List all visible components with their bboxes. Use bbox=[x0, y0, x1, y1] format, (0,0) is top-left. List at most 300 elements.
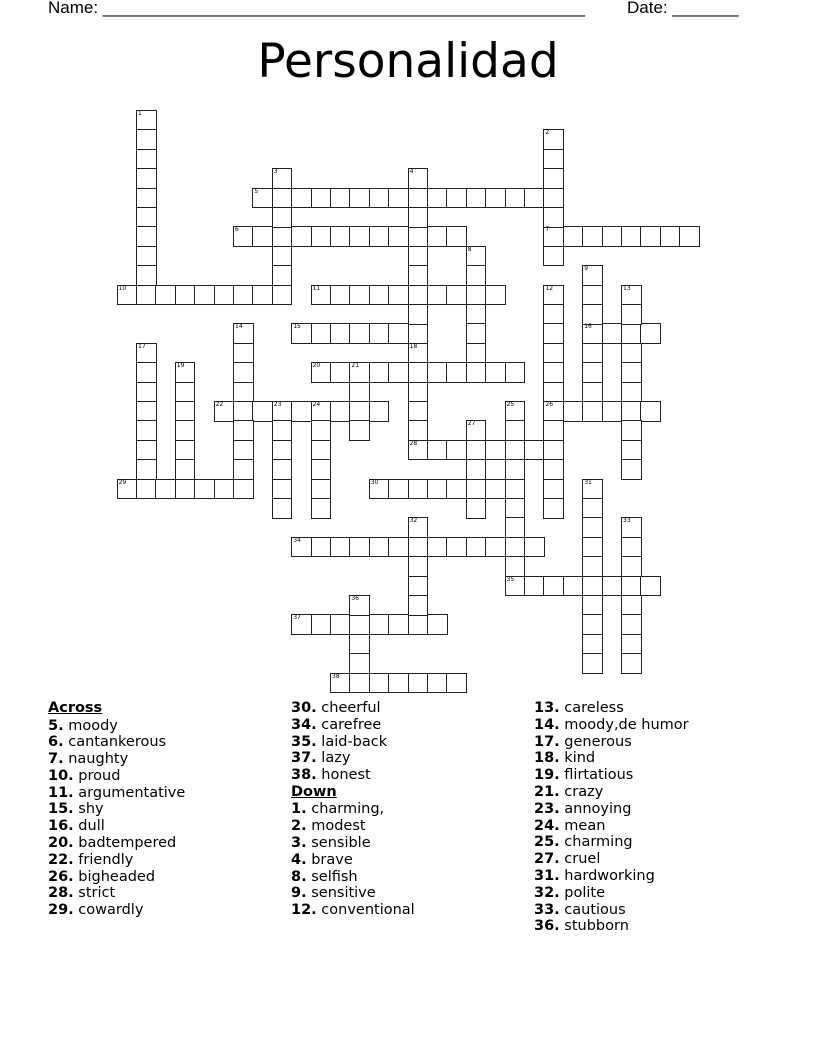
grid-cell[interactable] bbox=[136, 285, 157, 306]
grid-cell[interactable] bbox=[582, 595, 603, 616]
clue-item-number: 28. bbox=[48, 885, 74, 902]
grid-cell[interactable] bbox=[466, 323, 487, 344]
clue-item-number: 29. bbox=[48, 902, 74, 919]
grid-cell[interactable] bbox=[272, 265, 293, 286]
grid-cell[interactable] bbox=[621, 304, 642, 325]
grid-cell[interactable] bbox=[543, 168, 564, 189]
grid-cell[interactable] bbox=[408, 537, 429, 558]
grid-cell[interactable] bbox=[311, 459, 332, 480]
grid-cell[interactable] bbox=[136, 265, 157, 286]
grid-cell[interactable] bbox=[349, 614, 370, 635]
grid-cell[interactable] bbox=[408, 226, 429, 247]
grid-cell[interactable] bbox=[582, 401, 603, 422]
grid-cell[interactable] bbox=[524, 576, 545, 597]
grid-cell[interactable] bbox=[408, 188, 429, 209]
clue-number: 18 bbox=[409, 342, 418, 350]
clue-item-number: 3. bbox=[291, 835, 307, 852]
grid-cell[interactable] bbox=[330, 537, 351, 558]
grid-cell[interactable] bbox=[621, 556, 642, 577]
clue-item-text: crazy bbox=[564, 783, 604, 800]
grid-cell[interactable] bbox=[427, 673, 448, 694]
grid-cell[interactable] bbox=[388, 362, 409, 383]
down-heading: Down bbox=[291, 783, 337, 800]
grid-cell[interactable] bbox=[543, 576, 564, 597]
grid-cell[interactable] bbox=[349, 226, 370, 247]
clue-item-number: 13. bbox=[534, 700, 560, 716]
clue-item-text: sensible bbox=[311, 835, 371, 852]
grid-cell[interactable] bbox=[543, 246, 564, 267]
grid-cell[interactable] bbox=[369, 285, 390, 306]
grid-cell[interactable] bbox=[524, 188, 545, 209]
clue-item-number: 8. bbox=[291, 868, 307, 885]
grid-cell[interactable] bbox=[602, 576, 623, 597]
grid-cell[interactable] bbox=[446, 537, 467, 558]
grid-cell[interactable] bbox=[446, 479, 467, 500]
grid-cell[interactable] bbox=[136, 420, 157, 441]
grid-cell[interactable] bbox=[272, 479, 293, 500]
grid-cell[interactable] bbox=[563, 401, 584, 422]
grid-cell[interactable] bbox=[408, 304, 429, 325]
grid-cell[interactable] bbox=[388, 479, 409, 500]
grid-cell[interactable] bbox=[408, 479, 429, 500]
clue-item bbox=[48, 718, 185, 735]
grid-cell[interactable] bbox=[466, 479, 487, 500]
date-field-label: Date: _______ bbox=[627, 0, 739, 17]
grid-cell[interactable] bbox=[330, 362, 351, 383]
clue-item bbox=[291, 835, 415, 852]
grid-cell[interactable] bbox=[505, 479, 526, 500]
grid-cell[interactable] bbox=[679, 226, 700, 247]
grid-cell[interactable] bbox=[621, 401, 642, 422]
clue-item-text: cheerful bbox=[321, 700, 381, 716]
grid-cell[interactable] bbox=[388, 188, 409, 209]
clue-item bbox=[48, 902, 185, 919]
grid-cell[interactable] bbox=[272, 207, 293, 228]
grid-cell[interactable] bbox=[408, 576, 429, 597]
grid-cell[interactable] bbox=[466, 343, 487, 364]
grid-cell[interactable] bbox=[272, 285, 293, 306]
grid-cell[interactable] bbox=[582, 304, 603, 325]
grid-cell[interactable] bbox=[621, 595, 642, 616]
grid-cell[interactable] bbox=[214, 285, 235, 306]
clue-item-number: 16. bbox=[48, 818, 74, 835]
grid-cell[interactable] bbox=[330, 188, 351, 209]
clue-item bbox=[48, 869, 185, 886]
grid-cell[interactable] bbox=[505, 517, 526, 538]
grid-cell[interactable] bbox=[272, 440, 293, 461]
clue-item bbox=[534, 868, 689, 885]
grid-cell[interactable] bbox=[311, 188, 332, 209]
grid-cell[interactable] bbox=[136, 382, 157, 403]
grid-cell[interactable] bbox=[233, 459, 254, 480]
grid-cell[interactable] bbox=[272, 246, 293, 267]
grid-cell[interactable] bbox=[155, 285, 176, 306]
grid-cell[interactable] bbox=[621, 614, 642, 635]
grid-cell[interactable] bbox=[233, 440, 254, 461]
grid-cell[interactable] bbox=[311, 498, 332, 519]
clue-item-number: 35. bbox=[291, 733, 317, 750]
grid-cell[interactable] bbox=[582, 226, 603, 247]
clue-item-text: carefree bbox=[321, 716, 382, 733]
grid-cell[interactable] bbox=[408, 285, 429, 306]
grid-cell[interactable] bbox=[349, 401, 370, 422]
grid-cell[interactable] bbox=[505, 537, 526, 558]
grid-cell[interactable] bbox=[272, 420, 293, 441]
grid-cell[interactable] bbox=[330, 226, 351, 247]
grid-cell[interactable] bbox=[582, 382, 603, 403]
grid-cell[interactable] bbox=[349, 653, 370, 674]
grid-cell[interactable] bbox=[252, 401, 273, 422]
grid-cell[interactable] bbox=[582, 634, 603, 655]
grid-cell[interactable] bbox=[466, 537, 487, 558]
clue-item-text: kind bbox=[564, 750, 596, 767]
grid-cell[interactable] bbox=[427, 614, 448, 635]
grid-cell[interactable] bbox=[214, 479, 235, 500]
grid-cell[interactable] bbox=[408, 382, 429, 403]
grid-cell[interactable] bbox=[543, 323, 564, 344]
clue-item bbox=[48, 885, 185, 902]
grid-cell[interactable] bbox=[369, 323, 390, 344]
grid-cell[interactable] bbox=[291, 226, 312, 247]
grid-cell[interactable] bbox=[543, 498, 564, 519]
clue-item-text: moody,de humor bbox=[564, 716, 689, 733]
grid-cell[interactable] bbox=[446, 440, 467, 461]
grid-cell[interactable] bbox=[621, 343, 642, 364]
grid-cell[interactable] bbox=[194, 285, 215, 306]
clue-item-text: cruel bbox=[564, 851, 601, 868]
grid-cell[interactable] bbox=[311, 440, 332, 461]
grid-cell[interactable] bbox=[233, 285, 254, 306]
grid-cell[interactable] bbox=[543, 304, 564, 325]
grid-cell[interactable] bbox=[602, 323, 623, 344]
clue-number: 17 bbox=[138, 342, 146, 350]
grid-cell[interactable] bbox=[272, 226, 293, 247]
grid-cell[interactable] bbox=[349, 537, 370, 558]
grid-cell[interactable] bbox=[427, 285, 448, 306]
grid-cell[interactable] bbox=[582, 556, 603, 577]
grid-cell[interactable] bbox=[136, 168, 157, 189]
clue-number: 34 bbox=[293, 536, 301, 544]
grid-cell[interactable] bbox=[621, 653, 642, 674]
grid-cell[interactable] bbox=[427, 537, 448, 558]
grid-cell[interactable] bbox=[466, 285, 487, 306]
grid-cell[interactable] bbox=[408, 246, 429, 267]
grid-cell[interactable] bbox=[369, 401, 390, 422]
grid-cell[interactable] bbox=[408, 595, 429, 616]
grid-cell[interactable] bbox=[136, 246, 157, 267]
page-title: Personalidad bbox=[257, 34, 559, 89]
clue-item-number: 32. bbox=[534, 884, 560, 901]
grid-cell[interactable] bbox=[175, 440, 196, 461]
grid-cell[interactable] bbox=[388, 323, 409, 344]
grid-cell[interactable] bbox=[311, 420, 332, 441]
grid-cell[interactable] bbox=[388, 226, 409, 247]
clue-number: 23 bbox=[273, 401, 282, 408]
grid-cell[interactable] bbox=[252, 226, 273, 247]
grid-cell[interactable] bbox=[640, 401, 661, 422]
grid-cell[interactable] bbox=[369, 537, 390, 558]
grid-cell[interactable] bbox=[621, 420, 642, 441]
clue-number: 9 bbox=[584, 265, 589, 273]
grid-cell[interactable] bbox=[427, 362, 448, 383]
grid-cell[interactable] bbox=[233, 479, 254, 500]
grid-cell[interactable] bbox=[640, 226, 661, 247]
clue-number: 33 bbox=[623, 517, 631, 525]
grid-cell[interactable] bbox=[466, 440, 487, 461]
grid-cell[interactable] bbox=[330, 323, 351, 344]
clue-item-text: charming bbox=[564, 834, 633, 851]
grid-cell[interactable] bbox=[155, 479, 176, 500]
grid-cell[interactable] bbox=[621, 576, 642, 597]
grid-cell[interactable] bbox=[136, 479, 157, 500]
grid-cell[interactable] bbox=[524, 537, 545, 558]
clue-item bbox=[534, 784, 689, 801]
grid-cell[interactable] bbox=[582, 362, 603, 383]
grid-cell[interactable] bbox=[485, 362, 506, 383]
clue-item-number: 21. bbox=[534, 783, 560, 800]
grid-cell[interactable] bbox=[311, 323, 332, 344]
grid-cell[interactable] bbox=[563, 226, 584, 247]
grid-cell[interactable] bbox=[640, 576, 661, 597]
clue-number: 8 bbox=[467, 245, 472, 253]
clue-item bbox=[48, 852, 185, 869]
grid-cell[interactable] bbox=[388, 614, 409, 635]
grid-cell[interactable] bbox=[543, 479, 564, 500]
grid-cell[interactable] bbox=[485, 440, 506, 461]
clue-item-text: strict bbox=[78, 885, 116, 902]
grid-cell[interactable] bbox=[252, 285, 273, 306]
grid-cell[interactable] bbox=[311, 479, 332, 500]
clue-column-2 bbox=[291, 700, 415, 919]
grid-cell[interactable] bbox=[136, 129, 157, 150]
grid-cell[interactable] bbox=[330, 285, 351, 306]
grid-cell[interactable] bbox=[582, 343, 603, 364]
grid-cell[interactable] bbox=[621, 382, 642, 403]
clue-item-text: honest bbox=[321, 767, 371, 784]
grid-cell[interactable] bbox=[349, 420, 370, 441]
grid-cell[interactable] bbox=[446, 285, 467, 306]
grid-cell[interactable] bbox=[543, 149, 564, 170]
grid-cell[interactable] bbox=[408, 401, 429, 422]
grid-cell[interactable] bbox=[466, 188, 487, 209]
grid-cell[interactable] bbox=[427, 440, 448, 461]
clue-item-number: 37. bbox=[291, 750, 317, 767]
grid-cell[interactable] bbox=[505, 362, 526, 383]
grid-cell[interactable] bbox=[175, 459, 196, 480]
grid-cell[interactable] bbox=[446, 226, 467, 247]
grid-cell[interactable] bbox=[543, 459, 564, 480]
grid-cell[interactable] bbox=[621, 634, 642, 655]
grid-cell[interactable] bbox=[621, 226, 642, 247]
grid-cell[interactable] bbox=[505, 188, 526, 209]
grid-cell[interactable] bbox=[582, 285, 603, 306]
grid-cell[interactable] bbox=[408, 420, 429, 441]
grid-cell[interactable] bbox=[369, 226, 390, 247]
grid-cell[interactable] bbox=[466, 498, 487, 519]
clue-item bbox=[534, 818, 689, 835]
grid-cell[interactable] bbox=[582, 537, 603, 558]
grid-cell[interactable] bbox=[466, 265, 487, 286]
grid-cell[interactable] bbox=[369, 362, 390, 383]
grid-cell[interactable] bbox=[175, 382, 196, 403]
grid-cell[interactable] bbox=[175, 285, 196, 306]
clue-item bbox=[48, 818, 185, 835]
grid-cell[interactable] bbox=[505, 498, 526, 519]
grid-cell[interactable] bbox=[621, 440, 642, 461]
grid-cell[interactable] bbox=[233, 382, 254, 403]
grid-cell[interactable] bbox=[640, 323, 661, 344]
clue-item bbox=[534, 717, 689, 734]
grid-cell[interactable] bbox=[136, 401, 157, 422]
grid-cell[interactable] bbox=[369, 673, 390, 694]
grid-cell[interactable] bbox=[349, 634, 370, 655]
clue-item bbox=[534, 918, 689, 935]
grid-cell[interactable] bbox=[427, 226, 448, 247]
grid-cell[interactable] bbox=[427, 188, 448, 209]
grid-cell[interactable] bbox=[621, 362, 642, 383]
grid-cell[interactable] bbox=[446, 362, 467, 383]
grid-cell[interactable] bbox=[136, 459, 157, 480]
grid-cell[interactable] bbox=[466, 362, 487, 383]
grid-cell[interactable] bbox=[330, 401, 351, 422]
grid-cell[interactable] bbox=[505, 459, 526, 480]
clue-item-number: 24. bbox=[534, 817, 560, 834]
clue-number: 6 bbox=[235, 226, 239, 234]
grid-cell[interactable] bbox=[349, 285, 370, 306]
grid-cell[interactable] bbox=[233, 343, 254, 364]
grid-cell[interactable] bbox=[349, 188, 370, 209]
grid-cell[interactable] bbox=[349, 673, 370, 694]
grid-cell[interactable] bbox=[505, 556, 526, 577]
grid-cell[interactable] bbox=[369, 614, 390, 635]
grid-cell[interactable] bbox=[388, 537, 409, 558]
grid-cell[interactable] bbox=[446, 673, 467, 694]
grid-cell[interactable] bbox=[349, 323, 370, 344]
grid-cell[interactable] bbox=[408, 673, 429, 694]
grid-cell[interactable] bbox=[660, 226, 681, 247]
grid-cell[interactable] bbox=[408, 614, 429, 635]
grid-cell[interactable] bbox=[466, 459, 487, 480]
grid-cell[interactable] bbox=[427, 479, 448, 500]
clue-item-number: 19. bbox=[534, 767, 560, 784]
grid-cell[interactable] bbox=[505, 420, 526, 441]
grid-cell[interactable] bbox=[543, 362, 564, 383]
grid-cell[interactable] bbox=[194, 479, 215, 500]
grid-cell[interactable] bbox=[136, 188, 157, 209]
grid-cell[interactable] bbox=[272, 188, 293, 209]
grid-cell[interactable] bbox=[408, 556, 429, 577]
clue-item-text: bigheaded bbox=[78, 868, 156, 885]
grid-cell[interactable] bbox=[446, 188, 467, 209]
grid-cell[interactable] bbox=[233, 420, 254, 441]
grid-cell[interactable] bbox=[136, 226, 157, 247]
grid-cell[interactable] bbox=[408, 207, 429, 228]
grid-cell[interactable] bbox=[136, 149, 157, 170]
clue-item-number: 6. bbox=[48, 734, 64, 751]
grid-cell[interactable] bbox=[543, 382, 564, 403]
clue-number: 3 bbox=[273, 168, 278, 176]
grid-cell[interactable] bbox=[563, 576, 584, 597]
grid-cell[interactable] bbox=[485, 285, 506, 306]
grid-cell[interactable] bbox=[175, 401, 196, 422]
grid-cell[interactable] bbox=[524, 440, 545, 461]
grid-cell[interactable] bbox=[136, 207, 157, 228]
grid-cell[interactable] bbox=[602, 401, 623, 422]
grid-cell[interactable] bbox=[466, 304, 487, 325]
grid-cell[interactable] bbox=[582, 576, 603, 597]
grid-cell[interactable] bbox=[485, 537, 506, 558]
grid-cell[interactable] bbox=[175, 420, 196, 441]
clue-item-number: 27. bbox=[534, 851, 560, 868]
grid-cell[interactable] bbox=[272, 498, 293, 519]
clue-number: 16 bbox=[584, 323, 592, 331]
grid-cell[interactable] bbox=[136, 440, 157, 461]
clue-item-number: 1. bbox=[291, 801, 307, 818]
clue-item-number: 20. bbox=[48, 835, 74, 852]
clue-item bbox=[534, 902, 689, 919]
grid-cell[interactable] bbox=[311, 614, 332, 635]
clue-item-text: brave bbox=[311, 851, 353, 868]
grid-cell[interactable] bbox=[369, 188, 390, 209]
clue-item-text: selfish bbox=[311, 868, 358, 885]
grid-cell[interactable] bbox=[330, 614, 351, 635]
grid-cell[interactable] bbox=[311, 537, 332, 558]
clue-number: 10 bbox=[118, 284, 127, 292]
clue-number: 29 bbox=[118, 478, 127, 486]
clue-number: 19 bbox=[176, 362, 185, 370]
clue-item-number: 15. bbox=[48, 801, 74, 818]
grid-cell[interactable] bbox=[543, 188, 564, 209]
grid-cell[interactable] bbox=[349, 382, 370, 403]
grid-cell[interactable] bbox=[582, 614, 603, 635]
grid-cell[interactable] bbox=[175, 479, 196, 500]
grid-cell[interactable] bbox=[485, 479, 506, 500]
grid-cell[interactable] bbox=[388, 673, 409, 694]
grid-cell[interactable] bbox=[543, 207, 564, 228]
grid-cell[interactable] bbox=[408, 323, 429, 344]
grid-cell[interactable] bbox=[272, 459, 293, 480]
grid-cell[interactable] bbox=[136, 362, 157, 383]
grid-cell[interactable] bbox=[602, 226, 623, 247]
grid-cell[interactable] bbox=[408, 265, 429, 286]
grid-cell[interactable] bbox=[543, 343, 564, 364]
grid-cell[interactable] bbox=[388, 285, 409, 306]
clue-item bbox=[291, 750, 415, 767]
grid-cell[interactable] bbox=[621, 459, 642, 480]
grid-cell[interactable] bbox=[485, 188, 506, 209]
grid-cell[interactable] bbox=[291, 401, 312, 422]
grid-cell[interactable] bbox=[621, 323, 642, 344]
grid-cell[interactable] bbox=[505, 440, 526, 461]
grid-cell[interactable] bbox=[543, 420, 564, 441]
clue-item bbox=[534, 801, 689, 818]
clue-item bbox=[534, 750, 689, 767]
clue-number: 21 bbox=[351, 362, 360, 370]
grid-cell[interactable] bbox=[291, 188, 312, 209]
grid-cell[interactable] bbox=[621, 537, 642, 558]
clue-number: 24 bbox=[312, 401, 321, 408]
grid-cell[interactable] bbox=[408, 362, 429, 383]
grid-cell[interactable] bbox=[311, 226, 332, 247]
grid-cell[interactable] bbox=[582, 517, 603, 538]
grid-cell[interactable] bbox=[582, 653, 603, 674]
grid-cell[interactable] bbox=[233, 401, 254, 422]
grid-cell[interactable] bbox=[543, 440, 564, 461]
grid-cell[interactable] bbox=[233, 362, 254, 383]
grid-cell[interactable] bbox=[582, 498, 603, 519]
clue-number: 12 bbox=[545, 284, 554, 292]
clue-item-text: flirtatious bbox=[564, 767, 634, 784]
